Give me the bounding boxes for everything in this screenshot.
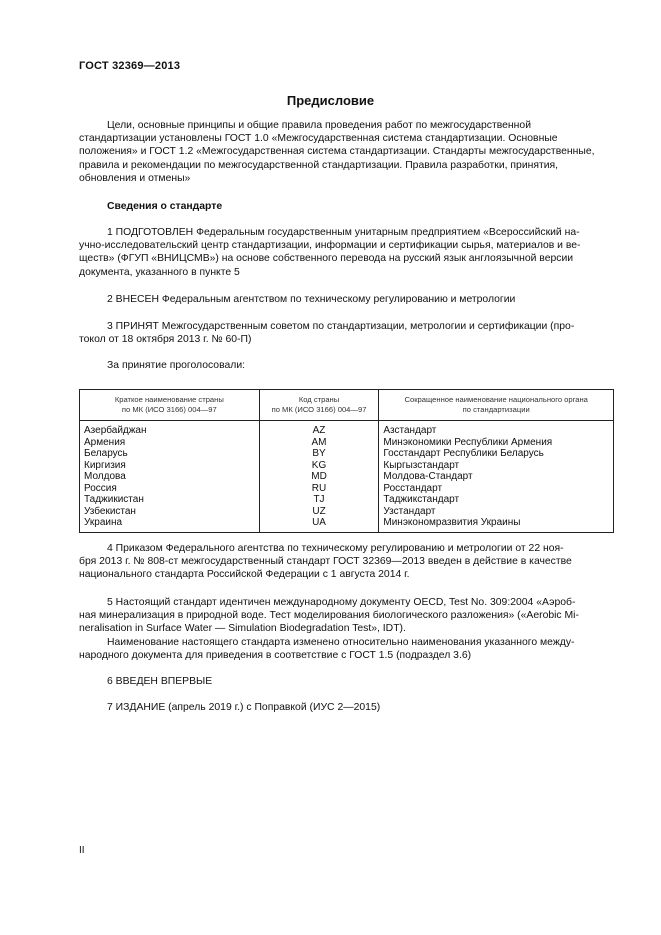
cell-country: Армения bbox=[80, 437, 260, 449]
item-5-paragraph bbox=[79, 596, 614, 636]
voting-table bbox=[79, 389, 614, 533]
cell-code: AZ bbox=[259, 421, 379, 437]
cell-body: Молдова-Стандарт bbox=[379, 471, 614, 483]
item-5-note-line: Наименование настоящего стандарта изменено относительно наименования указанного между- bbox=[107, 637, 575, 648]
page-title: Предисловие bbox=[286, 93, 375, 108]
cell-country: Азербайджан bbox=[80, 421, 260, 437]
header-country bbox=[80, 390, 260, 421]
table-row bbox=[80, 460, 614, 472]
cell-body: Узстандарт bbox=[379, 506, 614, 518]
table-row bbox=[80, 437, 614, 449]
intro-line: стандартизации установлены ГОСТ 1.0 «Межгосударственная система стандартизации. Основные bbox=[79, 133, 558, 145]
cell-code: BY bbox=[259, 448, 379, 460]
cell-code: AM bbox=[259, 437, 379, 449]
intro-line: обновления и отмены» bbox=[79, 172, 191, 184]
header-body bbox=[379, 390, 614, 421]
section-heading: Сведения о стандарте bbox=[107, 201, 223, 212]
item-4-line: 4 Приказом Федерального агентства по техническому регулированию и метрологии от 22 ноя- bbox=[107, 543, 564, 554]
table-row bbox=[80, 421, 614, 437]
table-row bbox=[80, 448, 614, 460]
item-3-line: 3 ПРИНЯТ Межгосударственным советом по стандартизации, метрологии и сертификации (про- bbox=[107, 321, 575, 332]
table-row bbox=[80, 506, 614, 518]
item-3-line: токол от 18 октября 2013 г. № 60-П) bbox=[79, 334, 252, 346]
intro-line: Цели, основные принципы и общие правила проведения работ по межгосударственной bbox=[107, 120, 531, 131]
cell-code: KG bbox=[259, 460, 379, 472]
intro-line: положения» и ГОСТ 1.2 «Межгосударственная система стандартизации. Стандарты межгосударственные, bbox=[79, 146, 595, 158]
cell-body: Росстандарт bbox=[379, 483, 614, 495]
header-country-line: Краткое наименование страны bbox=[114, 395, 224, 404]
item-1-line: 1 ПОДГОТОВЛЕН Федеральным государственным унитарным предприятием «Всероссийский на- bbox=[107, 227, 580, 238]
item-4-line: бря 2013 г. № 808-ст межгосударственный стандарт ГОСТ 32369—2013 введен в действие в качестве bbox=[79, 556, 572, 568]
cell-body: Минэкономразвития Украины bbox=[379, 517, 614, 532]
intro-line: правила и рекомендации по межгосударственной стандартизации. Правила разработки, принятия, bbox=[79, 159, 559, 171]
cell-country: Молдова bbox=[80, 471, 260, 483]
header-code-line: по МК (ИСО 3166) 004—97 bbox=[271, 405, 367, 414]
header-code bbox=[259, 390, 379, 421]
item-1-line: документа, указанного в пункте 5 bbox=[79, 266, 240, 278]
cell-country: Таджикистан bbox=[80, 494, 260, 506]
item-5-line: ная минерализация в природной воде. Тест моделирования биологического разложения» («Aerobic Mi- bbox=[79, 610, 579, 622]
page-number: II bbox=[79, 845, 85, 856]
item-6: 6 ВВЕДЕН ВПЕРВЫЕ bbox=[107, 676, 213, 687]
header-body-line: по стандартизации bbox=[462, 405, 530, 414]
header-country-line: по МК (ИСО 3166) 004—97 bbox=[121, 405, 217, 414]
item-5-note-paragraph bbox=[79, 636, 614, 662]
item-5-line: 5 Настоящий стандарт идентичен международному документу OECD, Test No. 309:2004 «Аэроб- bbox=[107, 597, 576, 608]
item-3-paragraph bbox=[79, 320, 614, 346]
item-5-note-line: народного документа для приведения в соответствие с ГОСТ 1.5 (подраздел 3.6) bbox=[79, 650, 472, 662]
table-row bbox=[80, 483, 614, 495]
item-7: 7 ИЗДАНИЕ (апрель 2019 г.) с Поправкой (ИУС 2—2015) bbox=[107, 702, 381, 713]
cell-country: Киргизия bbox=[80, 460, 260, 472]
cell-code: UZ bbox=[259, 506, 379, 518]
header-code-line: Код страны bbox=[298, 395, 340, 404]
cell-country: Беларусь bbox=[80, 448, 260, 460]
item-5-line: neralisation in Surface Water — Simulation Biodegradation Test», IDT). bbox=[79, 623, 406, 635]
cell-country: Украина bbox=[80, 517, 260, 532]
cell-body: Таджикстандарт bbox=[379, 494, 614, 506]
table-row bbox=[80, 471, 614, 483]
item-4-line: национального стандарта Российской Федерации с 1 августа 2014 г. bbox=[79, 569, 410, 581]
cell-code: MD bbox=[259, 471, 379, 483]
document-header: ГОСТ 32369—2013 bbox=[79, 60, 181, 72]
item-1-paragraph bbox=[79, 226, 614, 279]
cell-code: UA bbox=[259, 517, 379, 532]
item-1-line: ществ» (ФГУП «ВНИЦСМВ») на основе собственного перевода на русский язык англоязычной версии bbox=[79, 253, 574, 265]
table-row bbox=[80, 517, 614, 532]
cell-code: RU bbox=[259, 483, 379, 495]
item-2: 2 ВНЕСЕН Федеральным агентством по техническому регулированию и метрологии bbox=[107, 294, 516, 305]
item-4-paragraph bbox=[79, 542, 614, 582]
table-row bbox=[80, 494, 614, 506]
cell-body: Кыргызстандарт bbox=[379, 460, 614, 472]
cell-country: Россия bbox=[80, 483, 260, 495]
cell-body: Госстандарт Республики Беларусь bbox=[379, 448, 614, 460]
cell-code: TJ bbox=[259, 494, 379, 506]
table-header-row bbox=[80, 390, 614, 421]
cell-country: Узбекистан bbox=[80, 506, 260, 518]
header-body-line: Сокращенное наименование национального органа bbox=[404, 395, 588, 404]
voted-label: За принятие проголосовали: bbox=[107, 360, 246, 371]
cell-body: Минэкономики Республики Армения bbox=[379, 437, 614, 449]
cell-body: Азстандарт bbox=[379, 421, 614, 437]
intro-paragraph bbox=[79, 119, 614, 185]
item-1-line: учно-исследовательский центр стандартизации, информации и сертификации сырья, материалов и ве- bbox=[79, 240, 581, 252]
